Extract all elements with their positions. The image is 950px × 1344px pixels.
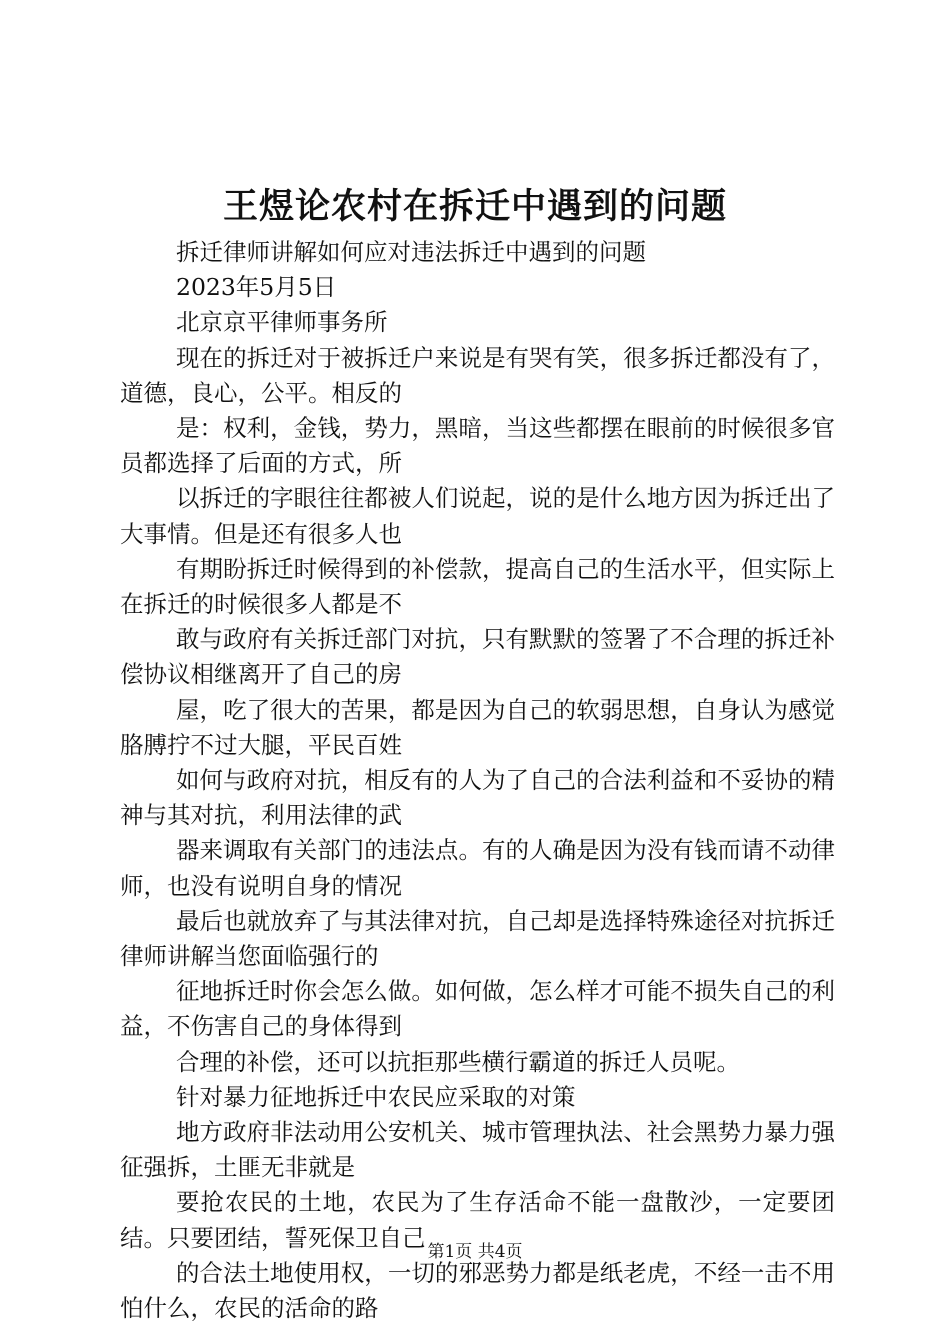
paragraph: 有期盼拆迁时候得到的补偿款，提高自己的生活水平，但实际上在拆迁的时候很多人都是不 bbox=[120, 554, 835, 619]
page-number-footer: 第1页 共4页 bbox=[427, 1242, 523, 1262]
paragraph: 的合法土地使用权，一切的邪恶势力都是纸老虎，不经一击不用怕什么，农民的活命的路 bbox=[120, 1258, 835, 1323]
paragraph: 拆迁律师讲解如何应对违法拆迁中遇到的问题 bbox=[176, 238, 646, 266]
paragraph: 敢与政府有关拆迁部门对抗，只有默默的签署了不合理的拆迁补偿协议相继离开了自己的房 bbox=[120, 625, 835, 689]
paragraph: 屋，吃了很大的苦果，都是因为自己的软弱思想，自身认为感觉胳膊拧不过大腿，平民百姓 bbox=[120, 695, 835, 759]
paragraph: 北京京平律师事务所 bbox=[176, 308, 388, 337]
paragraph: 以拆迁的字眼往往都被人们说起，说的是什么地方因为拆迁出了大事情。但是还有很多人也 bbox=[120, 484, 835, 548]
paragraph: 如何与政府对抗，相反有的人为了自己的合法利益和不妥协的精神与其对抗，利用法律的武 bbox=[120, 766, 835, 830]
paragraph: 器来调取有关部门的违法点。有的人确是因为没有钱而请不动律师，也没有说明自身的情况 bbox=[120, 836, 835, 900]
paragraph: 要抢农民的土地，农民为了生存活命不能一盘散沙，一定要团结。只要团结，誓死保卫自己 bbox=[120, 1188, 835, 1252]
paragraph: 针对暴力征地拆迁中农民应采取的对策 bbox=[176, 1082, 576, 1111]
paragraph: 地方政府非法动用公安机关、城市管理执法、社会黑势力暴力强征强拆，土匪无非就是 bbox=[120, 1118, 835, 1182]
paragraph: 征地拆迁时你会怎么做。如何做，怎么样才可能不损失自己的利益，不伤害自己的身体得到 bbox=[120, 977, 835, 1041]
document-body bbox=[120, 235, 835, 1326]
page-title: 王煜论农村在拆迁中遇到的问题 bbox=[222, 186, 727, 227]
paragraph: 是：权利，金钱，势力，黑暗，当这些都摆在眼前的时候很多官员都选择了后面的方式，所 bbox=[120, 414, 835, 478]
paragraph: 最后也就放弃了与其法律对抗，自己却是选择特殊途径对抗拆迁律师讲解当您面临强行的 bbox=[120, 906, 835, 971]
paragraph: 合理的补偿，还可以抗拒那些横行霸道的拆迁人员呢。 bbox=[176, 1047, 740, 1076]
paragraph: 2023年5月5日 bbox=[176, 273, 337, 302]
paragraph: 现在的拆迁对于被拆迁户来说是有哭有笑，很多拆迁都没有了，道德，良心，公平。相反的 bbox=[120, 343, 835, 407]
